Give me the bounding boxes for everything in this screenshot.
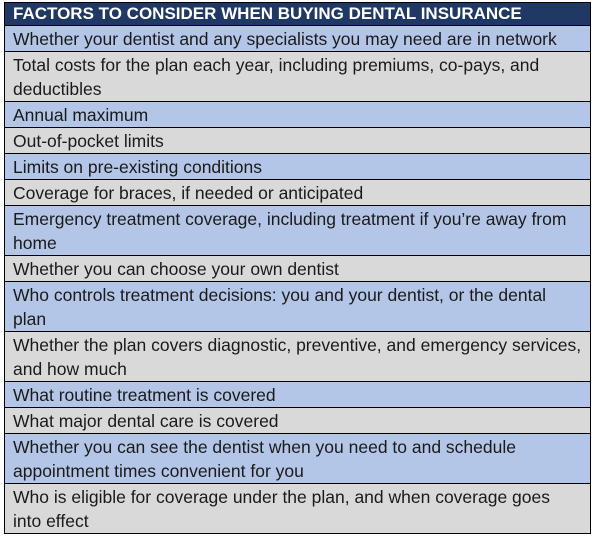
table-row [5, 382, 591, 408]
table-row [5, 154, 591, 180]
table-cell: Limits on pre-existing conditions [5, 154, 591, 180]
table-cell: Whether your dentist and any specialists you may need are in network [5, 26, 591, 52]
table-row [5, 282, 591, 332]
table-row [5, 332, 591, 382]
table-body [5, 26, 591, 534]
table-cell: Whether you can choose your own dentist [5, 256, 591, 282]
factors-table [4, 2, 591, 534]
table-cell: Total costs for the plan each year, including premiums, co-pays, and deductibles [5, 52, 591, 102]
table-cell: What major dental care is covered [5, 408, 591, 434]
table-row [5, 180, 591, 206]
table-cell: Annual maximum [5, 102, 591, 128]
table-cell: Emergency treatment coverage, including treatment if you’re away from home [5, 206, 591, 256]
table-cell: Whether you can see the dentist when you need to and schedule appointment times convenient for you [5, 434, 591, 484]
table-row [5, 256, 591, 282]
table-header-row [5, 3, 591, 26]
table-row [5, 434, 591, 484]
table-cell: Out-of-pocket limits [5, 128, 591, 154]
table-row [5, 206, 591, 256]
table-title: FACTORS TO CONSIDER WHEN BUYING DENTAL INSURANCE [5, 3, 591, 26]
table-cell: Coverage for braces, if needed or anticipated [5, 180, 591, 206]
table-row [5, 408, 591, 434]
table-row [5, 128, 591, 154]
table-row [5, 102, 591, 128]
table-row [5, 26, 591, 52]
table-row [5, 52, 591, 102]
table-cell: Who is eligible for coverage under the plan, and when coverage goes into effect [5, 484, 591, 534]
table-cell: What routine treatment is covered [5, 382, 591, 408]
table-row [5, 484, 591, 534]
table-cell: Who controls treatment decisions: you and your dentist, or the dental plan [5, 282, 591, 332]
table-cell: Whether the plan covers diagnostic, preventive, and emergency services, and how much [5, 332, 591, 382]
